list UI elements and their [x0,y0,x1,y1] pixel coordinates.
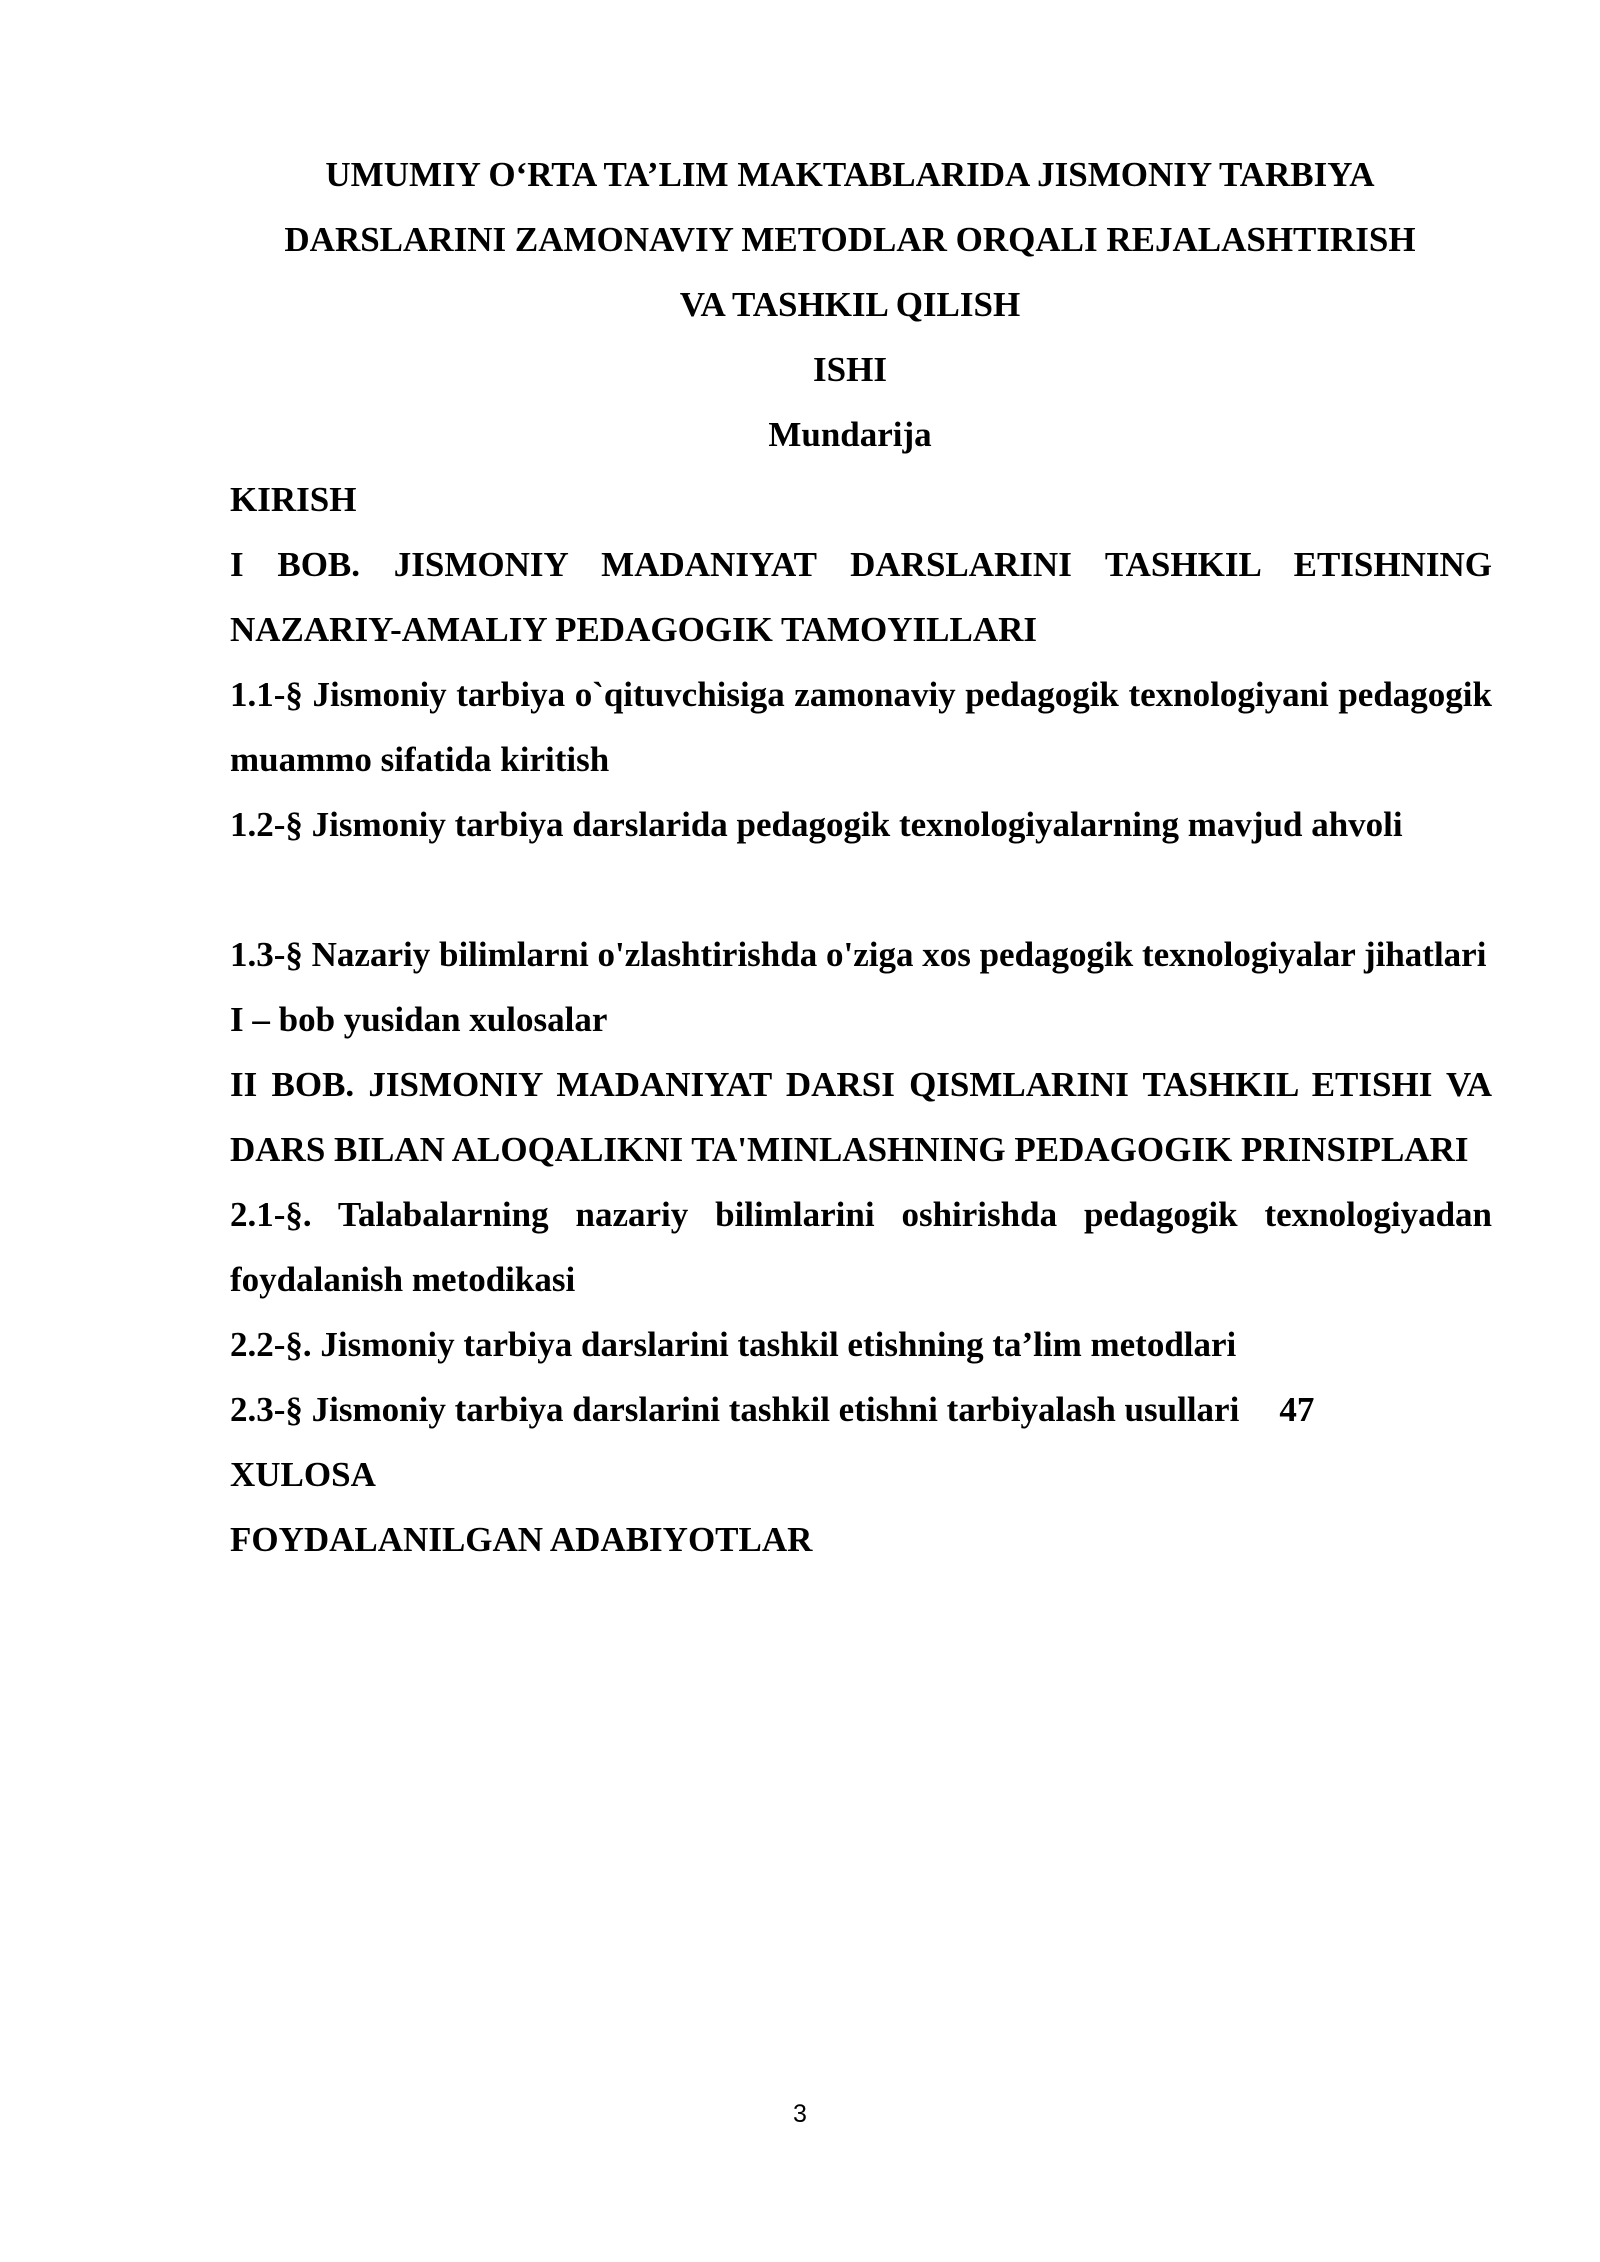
toc-entry-section-1-1: 1.1-§ Jismoniy tarbiya o`qituvchisiga zamonaviy pedagogik texnologiyani pedagogik muammo sifatida kiritish [230,675,1492,779]
toc-entry-section-2-1: 2.1-§. Talabalarning nazariy bilimlarini oshirishda pedagogik texnologiyadan foydalanish metodikasi [230,1195,1492,1299]
toc-entry-chapter-1: I BOB. JISMONIY MADANIYAT DARSLARINI TASHKIL ETISHNING NAZARIY-AMALIY PEDAGOGIK TAMOYILLARI [230,545,1492,649]
toc-entry-section-2-3 [230,1377,1492,1442]
toc-entry-section-1-3: 1.3-§ Nazariy bilimlarni o'zlashtirishda o'ziga xos pedagogik texnologiyalar jihatlari [230,935,1487,974]
page-number: 3 [793,2100,807,2128]
toc-heading: Mundarija [768,415,932,454]
toc-entry-chapter-2: II BOB. JISMONIY MADANIYAT DARSI QISMLARINI TASHKIL ETISHI VA DARS BILAN ALOQALIKNI TA'MINLASHNING PEDAGOGIK PRINSIPLARI [230,1065,1492,1169]
document-title-line-1: UMUMIY O‘RTA TA’LIM MAKTABLARIDA JISMONIY TARBIYA [325,155,1375,194]
document-title-line-3: VA TASHKIL QILISH [679,285,1021,324]
toc-entry-section-2-3-text: 2.3-§ Jismoniy tarbiya darslarini tashkil etishni tarbiyalash usullari [230,1390,1240,1429]
toc-page-number: 47 [1279,1390,1315,1429]
toc-entry-section-2-2: 2.2-§. Jismoniy tarbiya darslarini tashkil etishning ta’lim metodlari [230,1325,1237,1364]
table-of-contents [230,467,1492,1572]
document-subtitle: ISHI [813,350,887,389]
toc-entry-chapter-1-conclusion: I – bob yusidan xulosalar [230,1000,608,1039]
toc-entry-references: FOYDALANILGAN ADABIYOTLAR [230,1520,813,1559]
toc-entry-introduction: KIRISH [230,480,357,519]
title-block [200,142,1500,467]
document-title-line-2: DARSLARINI ZAMONAVIY METODLAR ORQALI REJALASHTIRISH [284,220,1416,259]
toc-entry-section-1-2: 1.2-§ Jismoniy tarbiya darslarida pedagogik texnologiyalarning mavjud ahvoli [230,805,1403,844]
toc-entry-conclusion: XULOSA [230,1455,376,1494]
